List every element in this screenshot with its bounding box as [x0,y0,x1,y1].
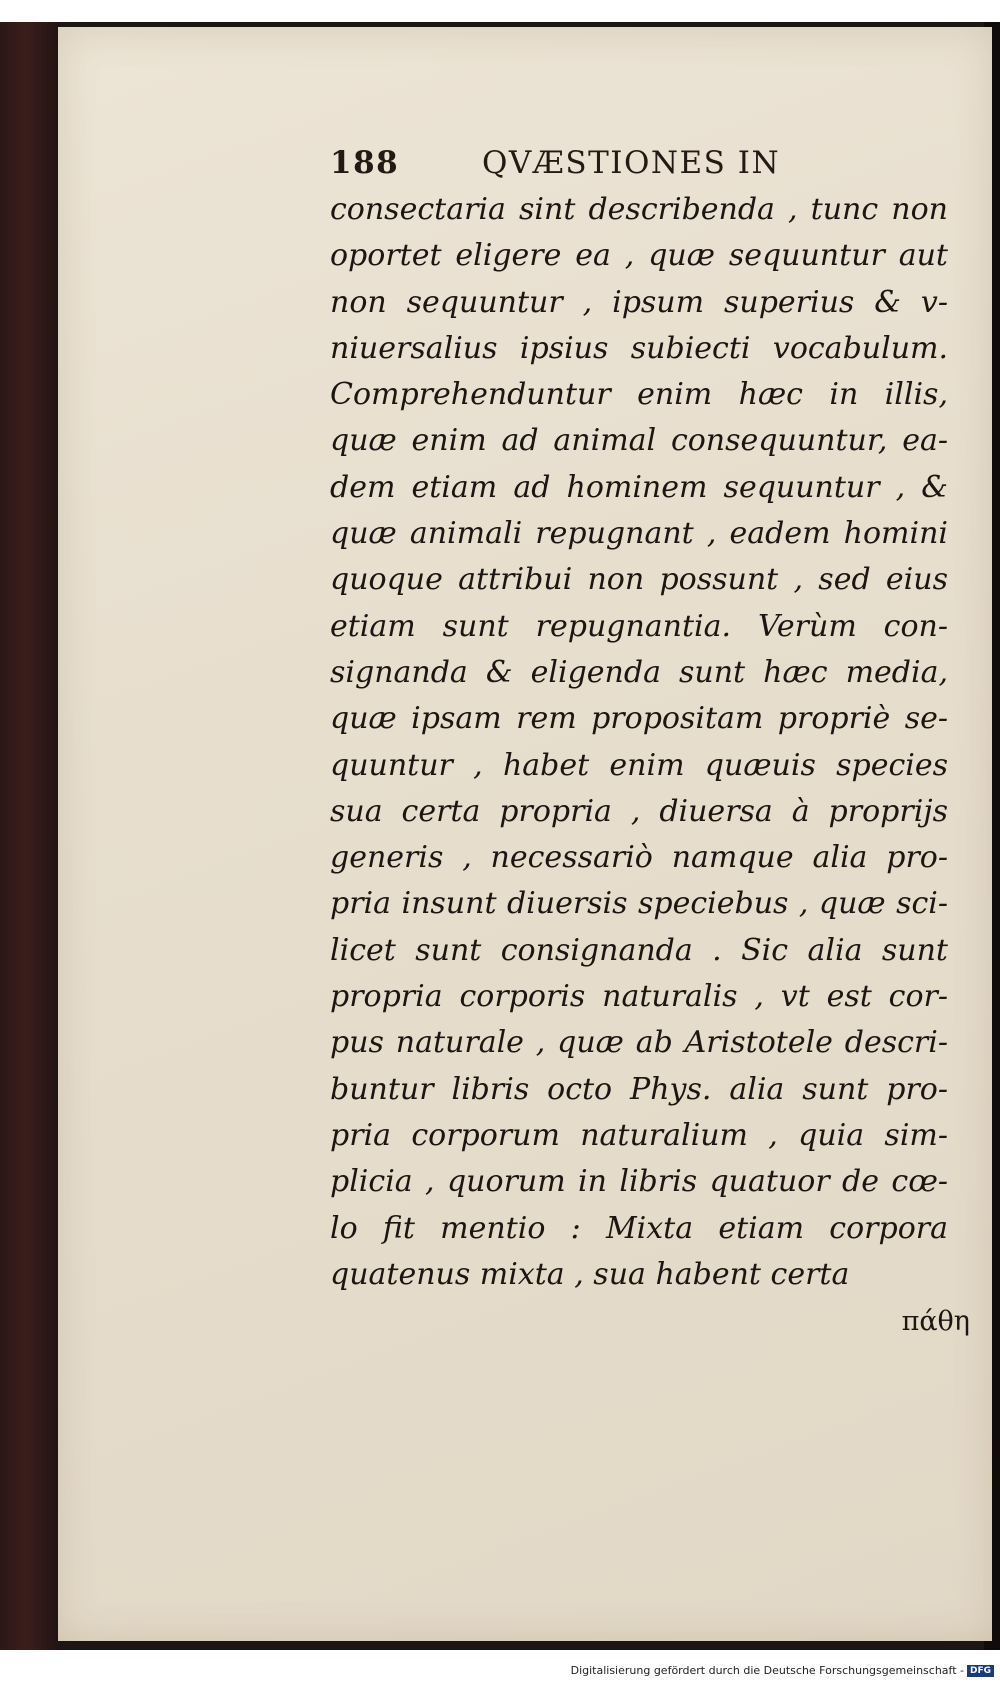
body-text [330,187,948,1298]
text-line: quæ ipsam rem propositam propriè se- [330,701,948,737]
text-line: quæ enim ad animal consequuntur, ea- [330,423,948,459]
catchword: πάθη [901,1306,970,1337]
text-line: plicia , quorum in libris quatuor de cœ- [330,1164,948,1200]
text-line: oportet eligere ea , quæ sequuntur aut [330,238,948,274]
text-block [330,139,948,1298]
text-line: non sequuntur , ipsum superius & v- [330,284,948,320]
dfg-logo: DFG [967,1665,994,1677]
text-line: quæ animali repugnant , eadem homini [330,516,948,552]
book-page [58,27,992,1641]
text-line: buntur libris octo Phys. alia sunt pro- [330,1071,948,1107]
book-binding-edge [0,22,56,1650]
text-line: dem etiam ad hominem sequuntur , & [330,469,948,505]
text-line: Comprehenduntur enim hæc in illis, [330,377,948,413]
page-number: 188 [330,145,400,181]
text-line: generis , necessariò namque alia pro- [330,840,948,876]
text-line: signanda & eligenda sunt hæc media, [330,654,948,690]
text-line: pus naturale , quæ ab Aristotele descri- [330,1025,948,1061]
text-line: etiam sunt repugnantia. Verùm con- [330,608,948,644]
credit-text: Digitalisierung gefördert durch die Deutsche Forschungsgemeinschaft - [570,1664,964,1677]
digitization-credit [571,1664,994,1677]
text-line: sua certa propria , diuersa à proprijs [330,793,948,829]
text-line: quuntur , habet enim quæuis species [330,747,948,783]
text-line: licet sunt consignanda . Sic alia sunt [330,932,948,968]
text-line: pria insunt diuersis speciebus , quæ sci- [330,886,948,922]
text-line: pria corporum naturalium , quia sim- [330,1117,948,1153]
text-line: lo fit mentio : Mixta etiam corpora [330,1210,948,1246]
running-title: QVÆSTIONES IN [482,145,781,181]
text-line: quatenus mixta , sua habent certa [330,1256,850,1292]
text-line: niuersalius ipsius subiecti vocabulum. [330,330,948,366]
page-header [330,139,948,187]
text-line: propria corporis naturalis , vt est cor- [330,979,948,1015]
text-line: quoque attribui non possunt , sed eius [330,562,948,598]
text-line: consectaria sint describenda , tunc non [330,192,948,227]
